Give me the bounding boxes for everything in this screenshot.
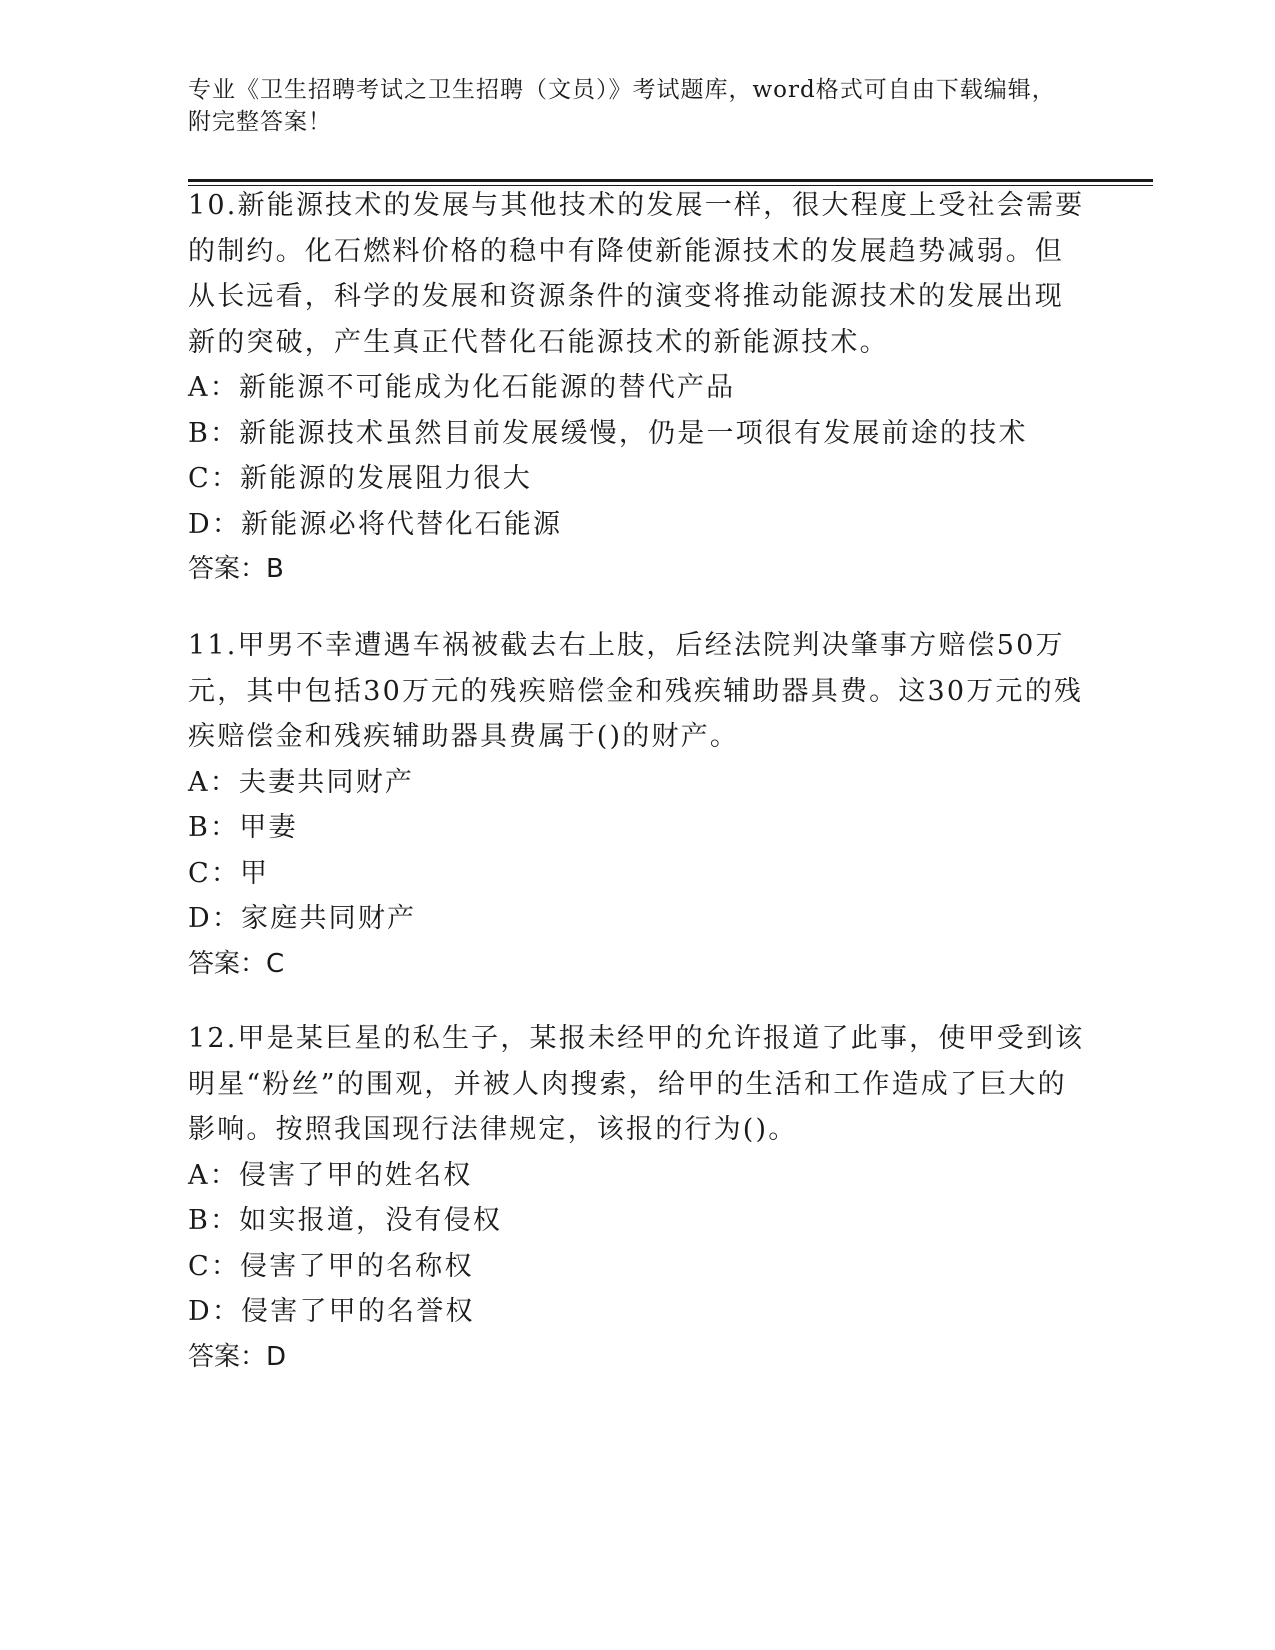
question-stem: 11.甲男不幸遭遇车祸被截去右上肢，后经法院判决肇事方赔偿50万元，其中包括30万元的残疾赔偿金和残疾辅助器具费。这30万元的残疾赔偿金和残疾辅助器具费属于()的财产。 (188, 630, 1084, 752)
question-12 (188, 1016, 1088, 1380)
option-c: C：甲 (188, 857, 270, 889)
option-a: A：新能源不可能成为化石能源的替代产品 (188, 372, 736, 403)
option-c: C：侵害了甲的名称权 (188, 1250, 474, 1282)
option-b: B：新能源技术虽然目前发展缓慢，仍是一项很有发展前途的技术 (188, 417, 1028, 449)
option-d: D：侵害了甲的名誉权 (188, 1296, 475, 1327)
option-a: A：夫妻共同财产 (188, 766, 415, 798)
answer: 答案：C (188, 948, 285, 979)
question-11 (188, 623, 1088, 987)
option-d: D：新能源必将代替化石能源 (188, 508, 563, 540)
document-header: 专业《卫生招聘考试之卫生招聘（文员）》考试题库，word格式可自由下载编辑，附完整答案！ (188, 77, 1056, 135)
header-divider-thick (188, 179, 1153, 182)
question-stem: 10.新能源技术的发展与其他技术的发展一样，很大程度上受社会需要的制约。化石燃料价格的稳中有降使新能源技术的发展趋势减弱。但从长远看，科学的发展和资源条件的演变将推动能源技术的发展出现新的突破，产生真正代替化石能源技术的新能源技术。 (188, 190, 1085, 358)
answer: 答案：D (188, 1341, 287, 1372)
option-b: B：如实报道，没有侵权 (188, 1205, 503, 1236)
option-a: A：侵害了甲的姓名权 (188, 1159, 473, 1191)
option-b: B：甲妻 (188, 812, 298, 843)
answer: 答案：B (188, 554, 284, 584)
option-c: C：新能源的发展阻力很大 (188, 463, 533, 494)
question-10 (188, 183, 1088, 593)
question-stem: 12.甲是某巨星的私生子，某报未经甲的允许报道了此事，使甲受到该明星“粉丝”的围观，并被人肉搜索，给甲的生活和工作造成了巨大的影响。按照我国现行法律规定，该报的行为()。 (188, 1023, 1085, 1145)
option-d: D：家庭共同财产 (188, 903, 417, 934)
